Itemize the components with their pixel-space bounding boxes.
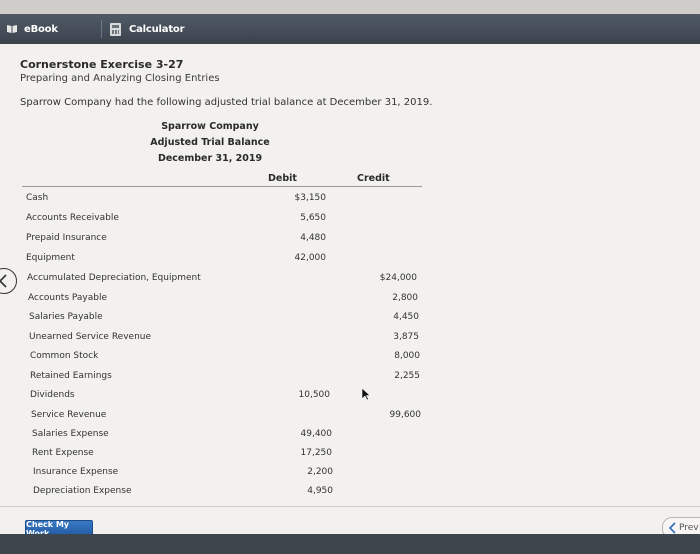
statement-name: Adjusted Trial Balance: [150, 137, 270, 148]
table-row: [27, 273, 427, 287]
table-row: [28, 293, 428, 307]
table-row: [26, 213, 426, 227]
credit-amount: 3,875: [393, 332, 419, 342]
previous-panel-button[interactable]: [0, 268, 17, 294]
toolbar: [0, 14, 700, 44]
table-row: [32, 429, 432, 443]
exercise-content: [0, 44, 700, 534]
footer-divider: [0, 506, 700, 507]
check-my-work-button[interactable]: Check My: [25, 520, 93, 538]
table-row: [29, 312, 429, 326]
table-row: [33, 486, 433, 500]
mouse-cursor-icon: [361, 387, 371, 401]
account-name: Equipment: [26, 253, 75, 263]
table-row: [30, 351, 430, 365]
table-row: [33, 467, 433, 481]
debit-amount: 4,480: [300, 233, 326, 243]
chevron-left-icon: [0, 274, 8, 288]
account-name: Accounts Payable: [28, 293, 108, 303]
toolbar-divider: [101, 20, 102, 38]
debit-amount: $3,150: [294, 193, 326, 203]
exercise-intro: Sparrow Company had the following adjusted trial balance at December 31, 2019.: [20, 97, 433, 108]
account-name: Accumulated Depreciation, Equipment: [27, 273, 201, 283]
book-icon: [6, 24, 18, 34]
calculator-button[interactable]: [110, 19, 202, 39]
account-name: Insurance Expense: [33, 467, 119, 477]
credit-amount: 2,800: [392, 293, 418, 303]
exercise-subtitle: Preparing and Analyzing Closing Entries: [20, 73, 220, 84]
ebook-button[interactable]: [4, 19, 96, 39]
account-name: Unearned Service Revenue: [29, 332, 152, 342]
debit-amount: 17,250: [300, 448, 332, 458]
exercise-title: Cornerstone Exercise 3-27: [20, 58, 184, 71]
credit-amount: 2,255: [394, 371, 420, 381]
account-name: Accounts Receivable: [26, 213, 119, 223]
table-row: [30, 371, 430, 385]
table-row: [29, 332, 429, 346]
chevron-left-icon: [669, 522, 676, 534]
account-name: Cash: [26, 193, 49, 203]
table-row: [31, 410, 431, 424]
debit-amount: 49,400: [300, 429, 332, 439]
credit-amount: 99,600: [389, 410, 421, 420]
prev-label: Prev: [679, 523, 699, 533]
debit-amount: 5,650: [300, 213, 326, 223]
credit-amount: 8,000: [394, 351, 420, 361]
top-strip: [0, 0, 700, 14]
account-name: Rent Expense: [32, 448, 94, 458]
account-name: Dividends: [30, 390, 75, 400]
account-name: Service Revenue: [31, 410, 107, 420]
debit-amount: 42,000: [294, 253, 326, 263]
account-name: Prepaid Insurance: [26, 233, 107, 243]
calculator-icon: [110, 23, 121, 36]
table-row: [26, 193, 426, 207]
account-name: Salaries Payable: [29, 312, 103, 322]
calculator-label: Calculator: [129, 23, 185, 35]
account-name: Common Stock: [30, 351, 99, 361]
account-name: Depreciation Expense: [33, 486, 132, 496]
credit-header: Credit: [357, 173, 390, 184]
credit-amount: 4,450: [393, 312, 419, 322]
statement-date: December 31, 2019: [157, 153, 263, 164]
account-name: Retained Earnings: [30, 371, 112, 381]
credit-amount: $24,000: [379, 273, 417, 283]
debit-header: Debit: [268, 173, 297, 184]
account-name: Salaries Expense: [32, 429, 109, 439]
bottom-bar: [0, 534, 700, 554]
debit-amount: 10,500: [298, 390, 330, 400]
table-row: [26, 253, 426, 267]
table-row: [26, 233, 426, 247]
debit-amount: 2,200: [307, 467, 333, 477]
table-row: [32, 448, 432, 462]
ebook-label: eBook: [24, 23, 58, 35]
debit-amount: 4,950: [307, 486, 333, 496]
statement-company: Sparrow Company: [161, 121, 259, 132]
header-rule: [22, 186, 422, 187]
